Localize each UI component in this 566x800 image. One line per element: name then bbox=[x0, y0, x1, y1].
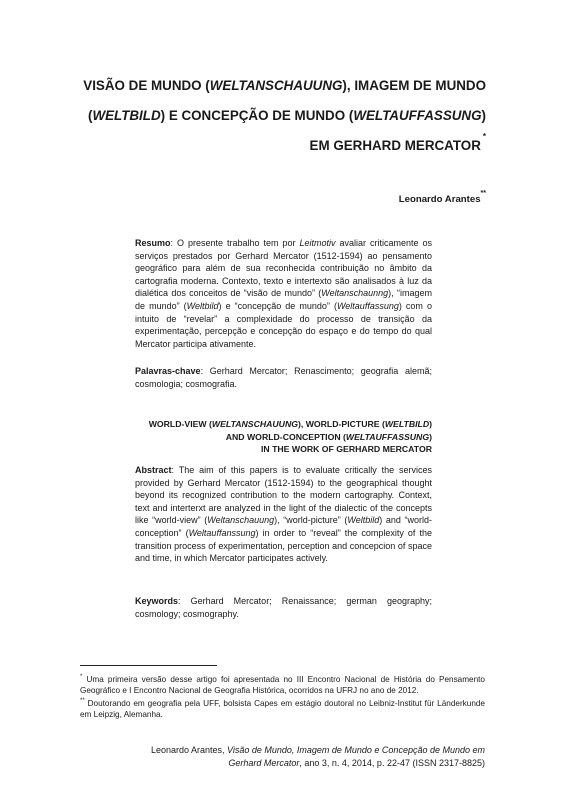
keywords-paragraph: Keywords: Gerhard Mercator; Renaissance; german geography; cosmology; cosmography. bbox=[135, 596, 432, 619]
title-line-3: EM GERHARD MERCATOR* bbox=[309, 132, 486, 153]
author-footnote-mark: ** bbox=[480, 190, 486, 197]
title-line-2: (WELTBILD) E CONCEPÇÃO DE MUNDO (WELTAUFFASSUNG) bbox=[87, 108, 486, 123]
english-title-line-3: IN THE WORK OF GERHARD MERCATOR bbox=[260, 444, 432, 455]
resumo-label: Resumo bbox=[135, 238, 171, 248]
abstract-label: Abstract bbox=[135, 465, 172, 475]
english-title-line-1: WORLD-VIEW (WELTANSCHAUUNG), WORLD-PICTURE (WELTBILD) bbox=[148, 419, 432, 429]
abstract-paragraph: Abstract: The aim of this papers is to evaluate critically the services provided by Gerhard Mercator (1512-1594) to the geographical thought beyond its recognized contribution to the modern cartography. Context, text and interterxt are analyzed in the light of the dialectic of the concepts like “world-view” (Weltanschauung), “world-picture” (Weltbild) and “world-conception” (Weltauffanssung) in order to “reveal” the complexity of the transition process of experimentation, perception and concepcion of space and time, in which Mercator participates actively. bbox=[135, 465, 432, 564]
title-line-1: VISÃO DE MUNDO (WELTANSCHAUUNG), IMAGEM DE MUNDO bbox=[83, 78, 486, 93]
author-name: Leonardo Arantes** bbox=[398, 190, 486, 205]
english-title-line-2: AND WORLD-CONCEPTION (WELTAUFFASSUNG) bbox=[225, 431, 432, 442]
palavras-chave-paragraph: Palavras-chave: Gerhard Mercator; Renascimento; geografia alemã; cosmologia; cosmografia. bbox=[135, 366, 432, 389]
resumo-paragraph: Resumo: O presente trabalho tem por Leitmotiv avaliar criticamente os serviços prestados por Gerhard Mercator (1512-1594) ao pensamento geográfico para além de sua reconhecida contribuição no âmbito da cartografia moderna. Contexto, texto e intertexto são analisados à luz da dialética dos conceitos de “visão de mundo” (Weltanschaunng), “imagem de mundo” (Weltbild) e “concepção de mundo” (Weltauffassung) com o intuito de “revelar” a complexidade do processo de transição da experimentação, percepção e concepção do espaço e do tempo do qual Mercator participa ativamente. bbox=[135, 238, 432, 349]
title-footnote-mark: * bbox=[482, 132, 486, 141]
palavras-chave-label: Palavras-chave bbox=[135, 366, 201, 376]
footnote-separator bbox=[80, 665, 217, 666]
citation-footer: Leonardo Arantes, Visão de Mundo, Imagem de Mundo e Concepção de Mundo em Gerhard Mercator, ano 3, n. 4, 2014, p. 22-47 (ISSN 2317-8825) bbox=[150, 745, 485, 768]
footnote-2: ** Doutorando em geografia pela UFF, bolsista Capes em estágio doutoral no Leibniz-Institut für Länderkunde em Leipzig, Alemanha. bbox=[80, 698, 485, 719]
english-title bbox=[149, 418, 432, 456]
keywords-label: Keywords bbox=[135, 596, 179, 606]
footnote-1: * Uma primeira versão desse artigo foi apresentada no III Encontro Nacional de História do Pensamento Geográfico e I Encontro Nacional de Geografia Histórica, ocorridos na UFRJ no ano de 2012. bbox=[80, 674, 485, 695]
